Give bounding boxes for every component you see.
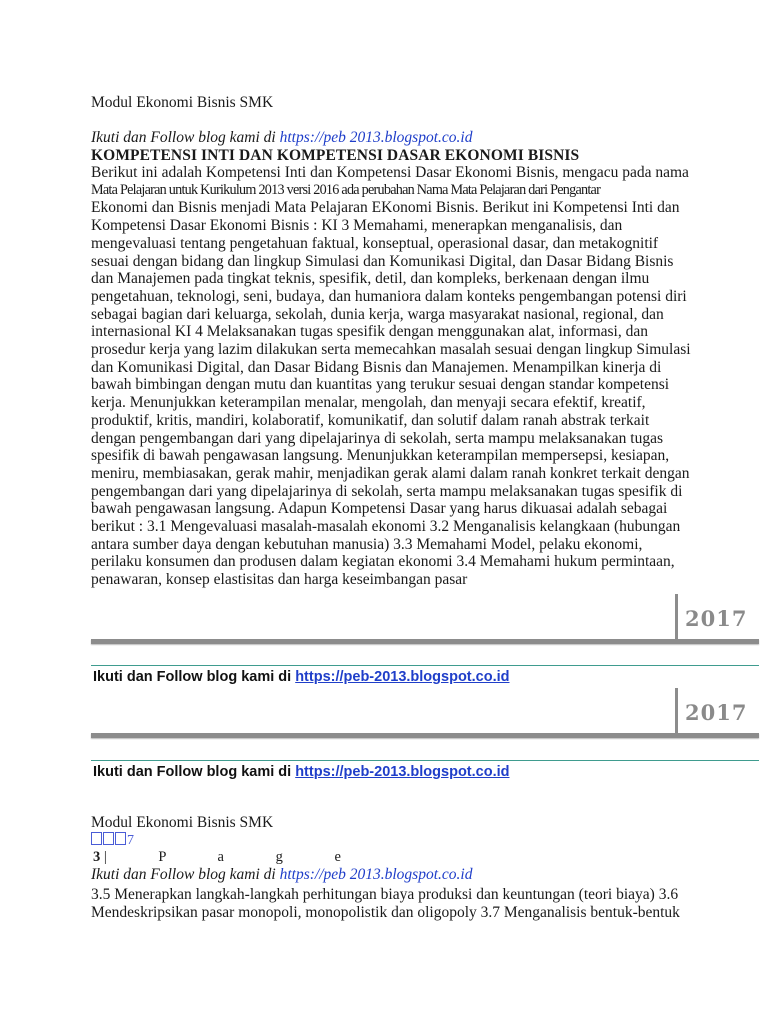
body-paragraph: [91, 164, 691, 589]
missing-glyphs: [91, 832, 135, 849]
body-line: produktif, kritis, mandiri, kolaboratif, komunikatif, dan solutif dalam ranah abstrak terkait: [91, 411, 650, 429]
body-line: bawah bimbingan dengan mutu dan kuantitas yang terukur sesuai dengan standar kompetensi: [91, 376, 670, 394]
footer-follow-line: [93, 669, 510, 685]
page-label: | P a g e: [103, 849, 365, 865]
body-line: penawaran, konsep elastisitas dan harga keseimbangan pasar: [91, 571, 468, 589]
body-line: sebagai bagian dari keluarga, sekolah, dunia kerja, warga masyarakat nasional, regional, dan: [91, 305, 664, 323]
body-line: sesuai dengan bidang dan lingkup Simulasi dan Komunikasi Digital, dan Dasar Bidang Bisnis: [91, 252, 674, 270]
footer-rule: [91, 733, 759, 738]
body-line: kerja. Menunjukkan keterampilan menalar, mengolah, dan menyaji secara efektif, kreatif,: [91, 394, 646, 412]
box-suffix: 7: [127, 833, 135, 848]
body-line: Ekonomi dan Bisnis menjadi Mata Pelajaran EKonomi Bisnis. Berikut ini Kompetensi Inti dan: [91, 199, 680, 217]
section-heading: KOMPETENSI INTI DAN KOMPETENSI DASAR EKONOMI BISNIS: [91, 147, 580, 164]
footer-rule: [91, 639, 759, 644]
footer-follow-text: Ikuti dan Follow blog kami di: [93, 669, 296, 685]
body-line: 3.5 Menerapkan langkah-langkah perhitungan biaya produksi dan keuntungan (teori biaya) 3.6: [91, 886, 679, 903]
body-line: Berikut ini adalah Kompetensi Inti dan Kompetensi Dasar Ekonomi Bisnis, mengacu pada nama: [91, 164, 689, 181]
body-line: perilaku konsumen dan produsen dalam kegiatan ekonomi 3.4 Memahami hukum permintaan,: [91, 553, 675, 571]
body-line: internasional KI 4 Melaksanakan tugas spesifik dengan menggunakan alat, informasi, dan: [91, 323, 648, 341]
body-line: dan Komunikasi Digital, dan Dasar Bidang Bisnis dan Manajemen. Menampilkan kinerja di: [91, 358, 662, 376]
footer-year: 2017: [685, 606, 748, 631]
body-line: mengevaluasi tentang pengetahuan faktual, konseptual, operasional dasar, dan metakognitif: [91, 234, 659, 252]
year-footer-band: [91, 594, 759, 646]
body-line: prosedur kerja yang lazim dilakukan serta memecahkan masalah sesuai dengan lingkup Simulasi: [91, 341, 691, 359]
page-number-line: [93, 849, 365, 866]
body-paragraph: [91, 886, 691, 921]
missing-glyph-box: [103, 832, 114, 845]
footer-separator: [91, 760, 759, 761]
body-line: Mata Pelajaran untuk Kurikulum 2013 versi 2016 ada perubahan Nama Mata Pelajaran dari Pengantar: [91, 181, 601, 198]
body-line: meniru, membiasakan, gerak mahir, menjadikan gerak alami dalam ranah konkret terkait dengan: [91, 464, 690, 482]
missing-glyph-box: [91, 832, 102, 845]
blog-link[interactable]: https://peb 2013.blogspot.co.id: [279, 866, 473, 883]
follow-blog-line: [91, 129, 472, 147]
blog-link[interactable]: https://peb 2013.blogspot.co.id: [279, 129, 473, 146]
missing-glyph-box: [115, 832, 126, 845]
body-line: berikut : 3.1 Mengevaluasi masalah-masalah ekonomi 3.2 Menganalisis kelangkaan (hubungan: [91, 518, 681, 536]
page-number: 3: [93, 849, 101, 865]
footer-blog-link[interactable]: https://peb-2013.blogspot.co.id: [295, 764, 510, 780]
footer-follow-line: [93, 764, 510, 780]
footer-separator: [91, 665, 759, 666]
body-line: Mendeskripsikan pasar monopoli, monopolistik dan oligopoly 3.7 Menganalisis bentuk-bentuk: [91, 903, 680, 921]
follow-text: Ikuti dan Follow blog kami di: [91, 866, 280, 883]
body-line: Kompetensi Dasar Ekonomi Bisnis : KI 3 Memahami, menerapkan menganalisis, dan: [91, 217, 623, 235]
year-divider: [675, 594, 678, 644]
year-footer-band: [91, 688, 759, 740]
body-line: spesifik di bawah pengawasan langsung. Menunjukkan keterampilan mempersepsi, kesiapan,: [91, 447, 670, 465]
body-line: pengembangan dari yang dipelajarinya di sekolah, serta mampu melaksanakan tugas spesifik di: [91, 482, 683, 500]
body-line: pengetahuan, teknologi, seni, budaya, dan humaniora dalam konteks pengembangan potensi diri: [91, 287, 687, 305]
body-line: dengan pengembangan dari yang dipelajarinya di sekolah, serta mampu melaksanakan tugas: [91, 429, 664, 447]
module-title: Modul Ekonomi Bisnis SMK: [91, 814, 274, 831]
body-line: antara sumber daya dengan kebutuhan manusia) 3.3 Memahami Model, pelaku ekonomi,: [91, 535, 643, 553]
follow-blog-line: [91, 866, 472, 884]
footer-year: 2017: [685, 700, 748, 725]
body-line: dan Manajemen pada tingkat teknis, spesifik, detil, dan kompleks, berkenaan dengan ilmu: [91, 270, 650, 288]
module-title: Modul Ekonomi Bisnis SMK: [91, 94, 274, 111]
footer-follow-text: Ikuti dan Follow blog kami di: [93, 764, 296, 780]
year-divider: [675, 688, 678, 738]
footer-blog-link[interactable]: https://peb-2013.blogspot.co.id: [295, 669, 510, 685]
follow-text: Ikuti dan Follow blog kami di: [91, 129, 280, 146]
body-line: bawah pengawasan langsung. Adapun Kompetensi Dasar yang harus dikuasai adalah sebagai: [91, 500, 668, 518]
